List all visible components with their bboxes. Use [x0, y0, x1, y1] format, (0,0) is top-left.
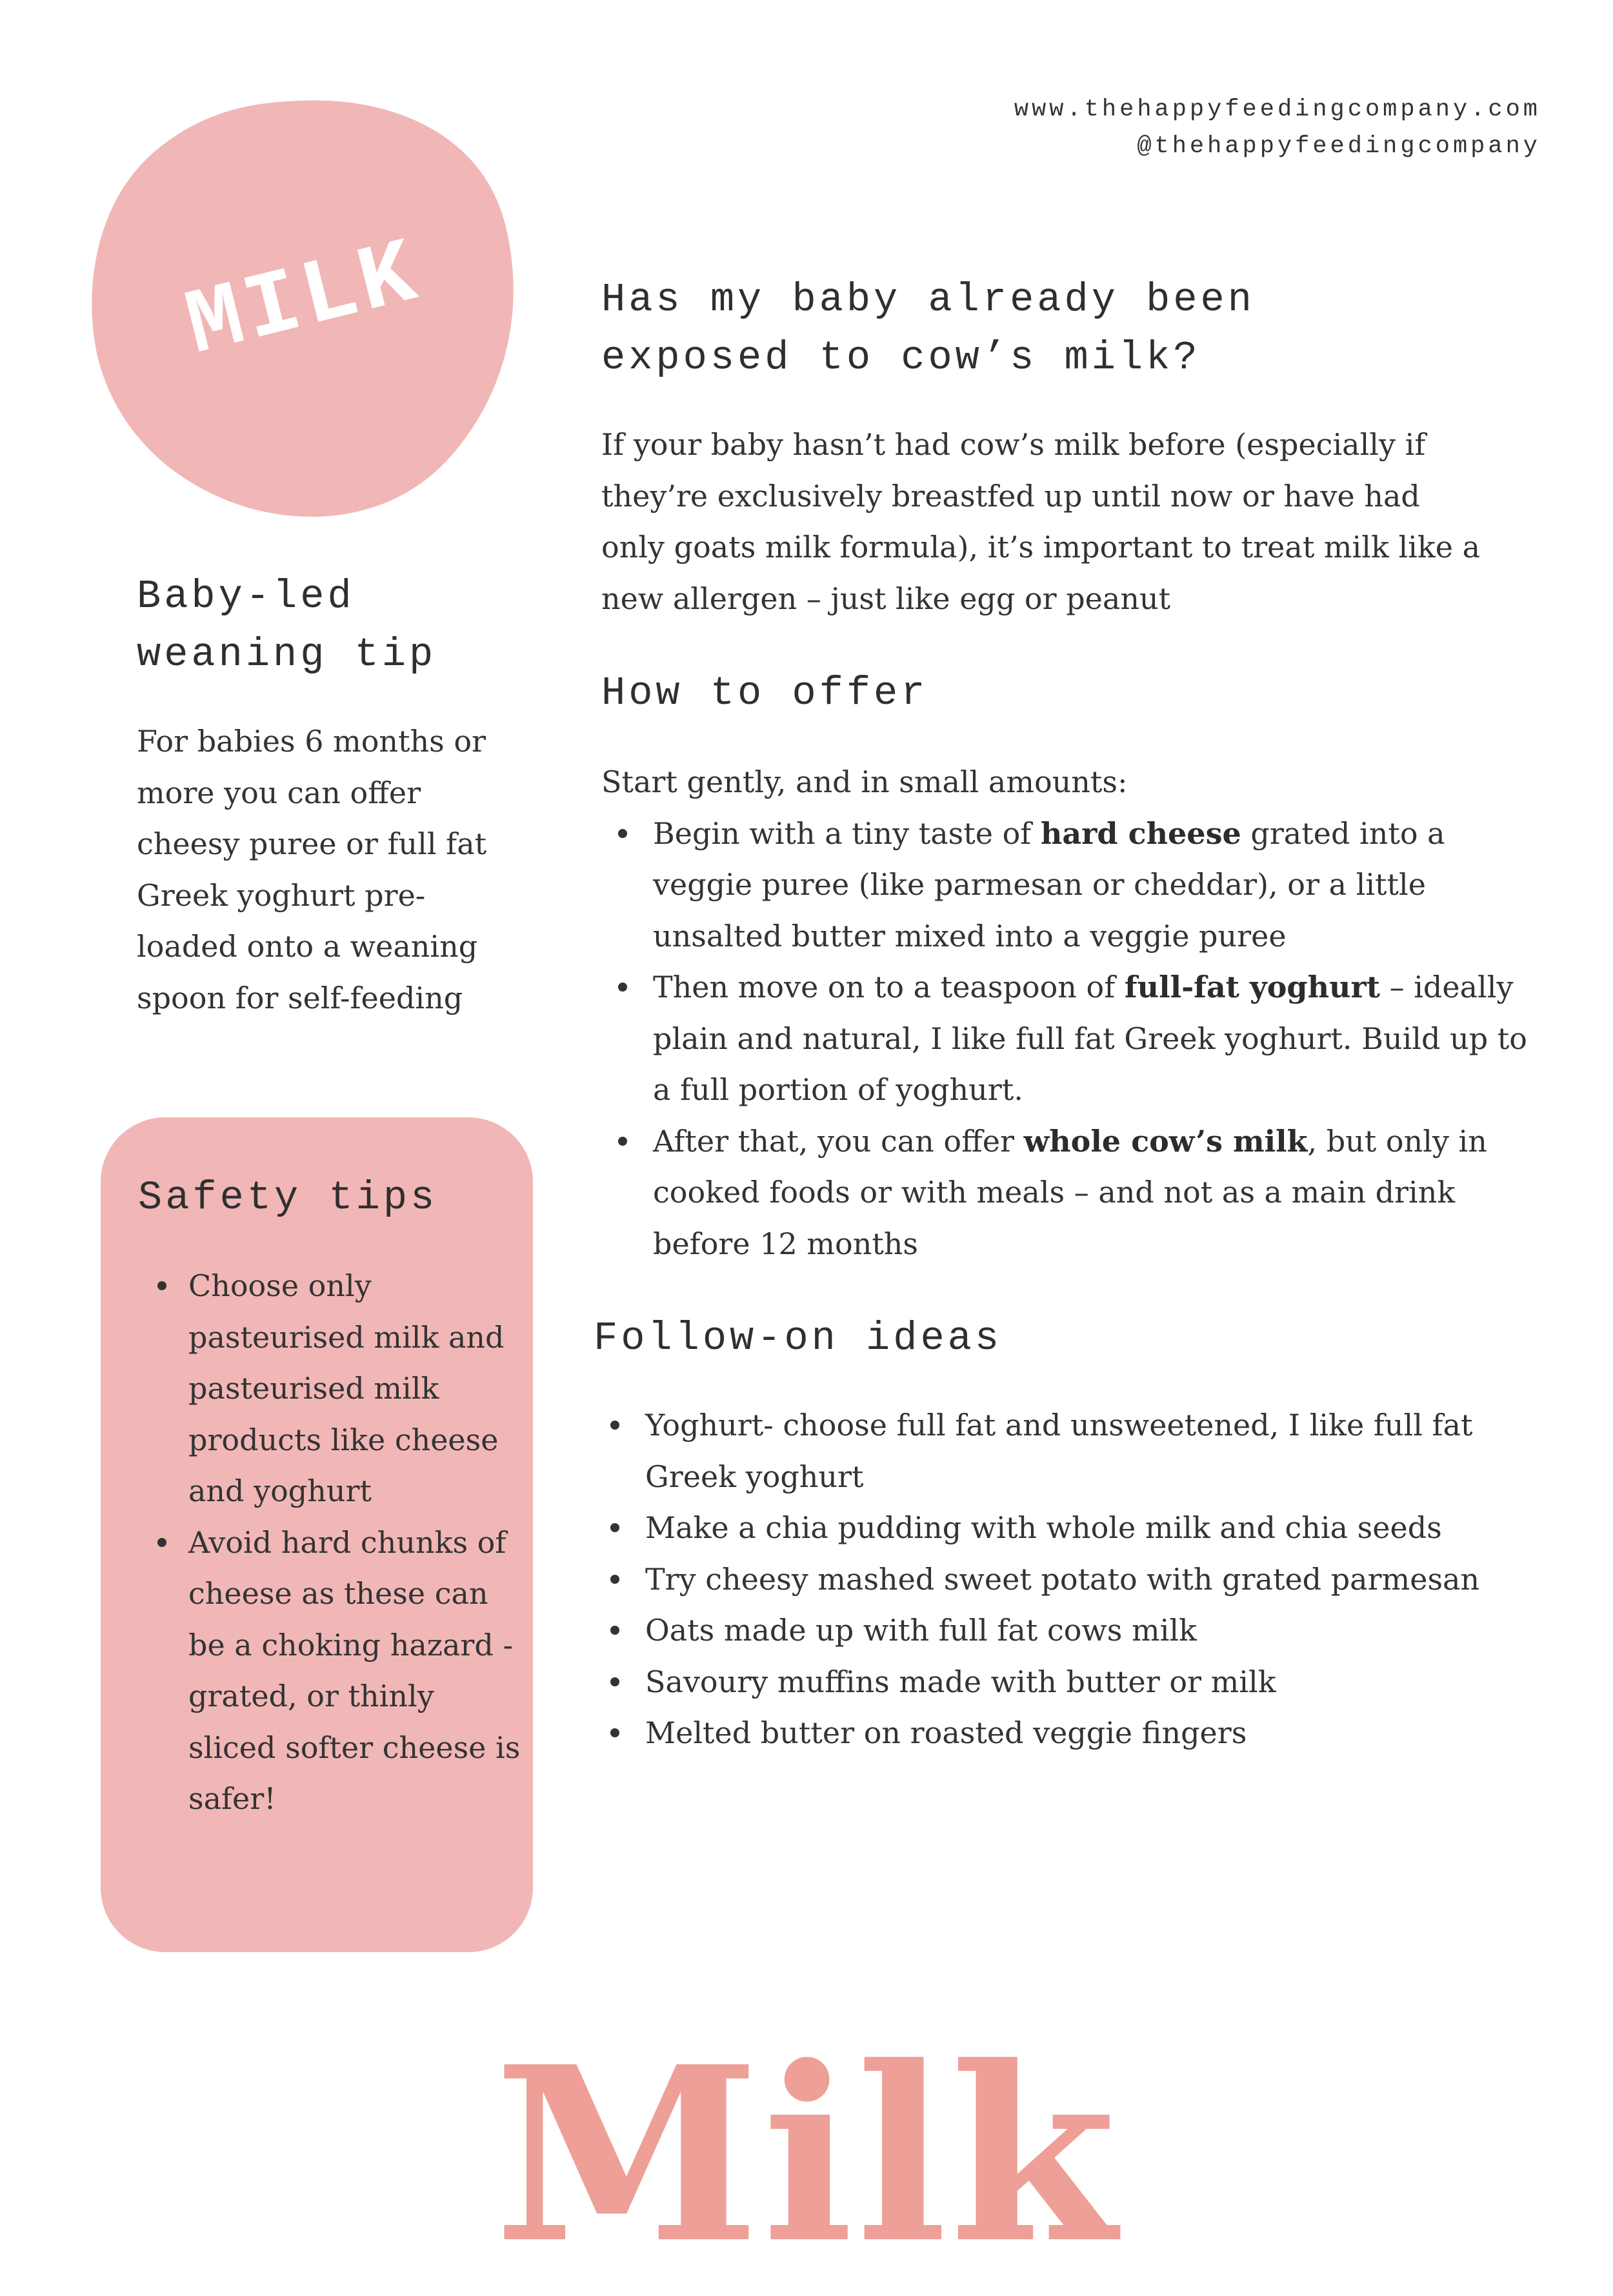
list-item: [139, 1517, 526, 1825]
social-handle[interactable]: @thehappyfeedingcompany: [1137, 133, 1541, 160]
safety-item-text: Choose only pasteurised milk and pasteurised milk products like cheese and yoghurt: [188, 1268, 505, 1508]
safety-item-text: Avoid hard chunks of cheese as these can be a choking hazard - grated, or thinly sliced softer cheese is safer!: [188, 1524, 521, 1816]
safety-tips-list: [139, 1261, 526, 1825]
how-to-offer-body: [601, 757, 1530, 1270]
offer-text: – ideally plain and natural, I like full fat Greek yoghurt. Build up to a full portion of yoghurt.: [653, 970, 1527, 1107]
list-item: [139, 1261, 526, 1517]
offer-highlight: full-fat yoghurt: [1124, 970, 1380, 1004]
footer-title: Milk: [494, 2014, 1119, 2296]
bullet-icon: [610, 1728, 619, 1737]
offer-text: grated into a veggie puree (like parmesan or cheddar), or a little unsalted butter mixed into a veggie puree: [653, 815, 1445, 953]
exposure-text: If your baby hasn’t had cow’s milk before (especially if they’re exclusively breastfed up until now or have had only goats milk formula), it’s important to treat milk like a new allergen – just like egg or peanut: [601, 427, 1481, 616]
list-item: [594, 1400, 1497, 1502]
list-item: [601, 1116, 1530, 1270]
bullet-icon: [610, 1677, 619, 1686]
how-to-offer-title: How to offer: [601, 670, 928, 716]
blw-tip-title-line1: Baby-led: [137, 574, 355, 619]
list-item: [594, 1554, 1497, 1606]
blw-tip-title: [137, 568, 436, 684]
milk-badge: [89, 95, 519, 525]
offer-text: , but only in cooked foods or with meals – and not as a main drink before 12 months: [653, 1123, 1487, 1261]
list-item: [594, 1502, 1497, 1554]
follow-on-item-text: Make a chia pudding with whole milk and chia seeds: [645, 1510, 1442, 1545]
follow-on-item-text: Yoghurt- choose full fat and unsweetened, I like full fat Greek yoghurt: [645, 1408, 1473, 1494]
how-to-offer-intro: Start gently, and in small amounts:: [601, 764, 1128, 799]
safety-tips-title: Safety tips: [138, 1175, 438, 1221]
bullet-icon: [610, 1626, 619, 1635]
blw-tip-body: [137, 716, 524, 1024]
website-link[interactable]: www.thehappyfeedingcompany.com: [1014, 96, 1541, 123]
exposure-title-line1: Has my baby already been: [601, 277, 1255, 323]
list-item: [601, 962, 1530, 1116]
follow-on-body: [594, 1400, 1497, 1759]
follow-on-item-text: Try cheesy mashed sweet potato with grated parmesan: [645, 1561, 1480, 1597]
bullet-icon: [157, 1281, 166, 1290]
badge-text: MILK: [176, 221, 430, 380]
bullet-icon: [618, 829, 627, 838]
follow-on-item-text: Savoury muffins made with butter or milk: [645, 1664, 1276, 1699]
header-links: [1014, 92, 1541, 165]
follow-on-title: Follow-on ideas: [594, 1315, 1003, 1361]
exposure-title-line2: exposed to cow’s milk?: [601, 335, 1201, 381]
exposure-body: [601, 419, 1492, 624]
bullet-icon: [610, 1575, 619, 1584]
list-item: [601, 808, 1530, 963]
follow-on-item-text: Oats made up with full fat cows milk: [645, 1613, 1197, 1648]
list-item: [594, 1605, 1497, 1657]
list-item: [594, 1657, 1497, 1708]
offer-highlight: hard cheese: [1040, 815, 1241, 851]
bullet-icon: [157, 1538, 166, 1547]
bullet-icon: [610, 1421, 619, 1430]
safety-tips-card: [101, 1117, 533, 1952]
exposure-title: [601, 271, 1255, 387]
follow-on-item-text: Melted butter on roasted veggie fingers: [645, 1715, 1247, 1750]
list-item: [594, 1708, 1497, 1759]
bullet-icon: [618, 1137, 627, 1146]
offer-text: Begin with a tiny taste of: [653, 815, 1041, 851]
bullet-icon: [618, 983, 627, 992]
offer-text: Then move on to a teaspoon of: [653, 970, 1125, 1004]
bullet-icon: [610, 1523, 619, 1532]
offer-highlight: whole cow’s milk: [1023, 1123, 1308, 1159]
follow-on-list: [594, 1400, 1497, 1759]
blw-tip-title-line2: weaning tip: [137, 632, 437, 677]
offer-text: After that, you can offer: [653, 1123, 1024, 1159]
blw-tip-text: For babies 6 months or more you can offer cheesy puree or full fat Greek yoghurt pre-loaded onto a weaning spoon for self-feeding: [137, 724, 487, 1015]
how-to-offer-list: [601, 808, 1530, 1270]
